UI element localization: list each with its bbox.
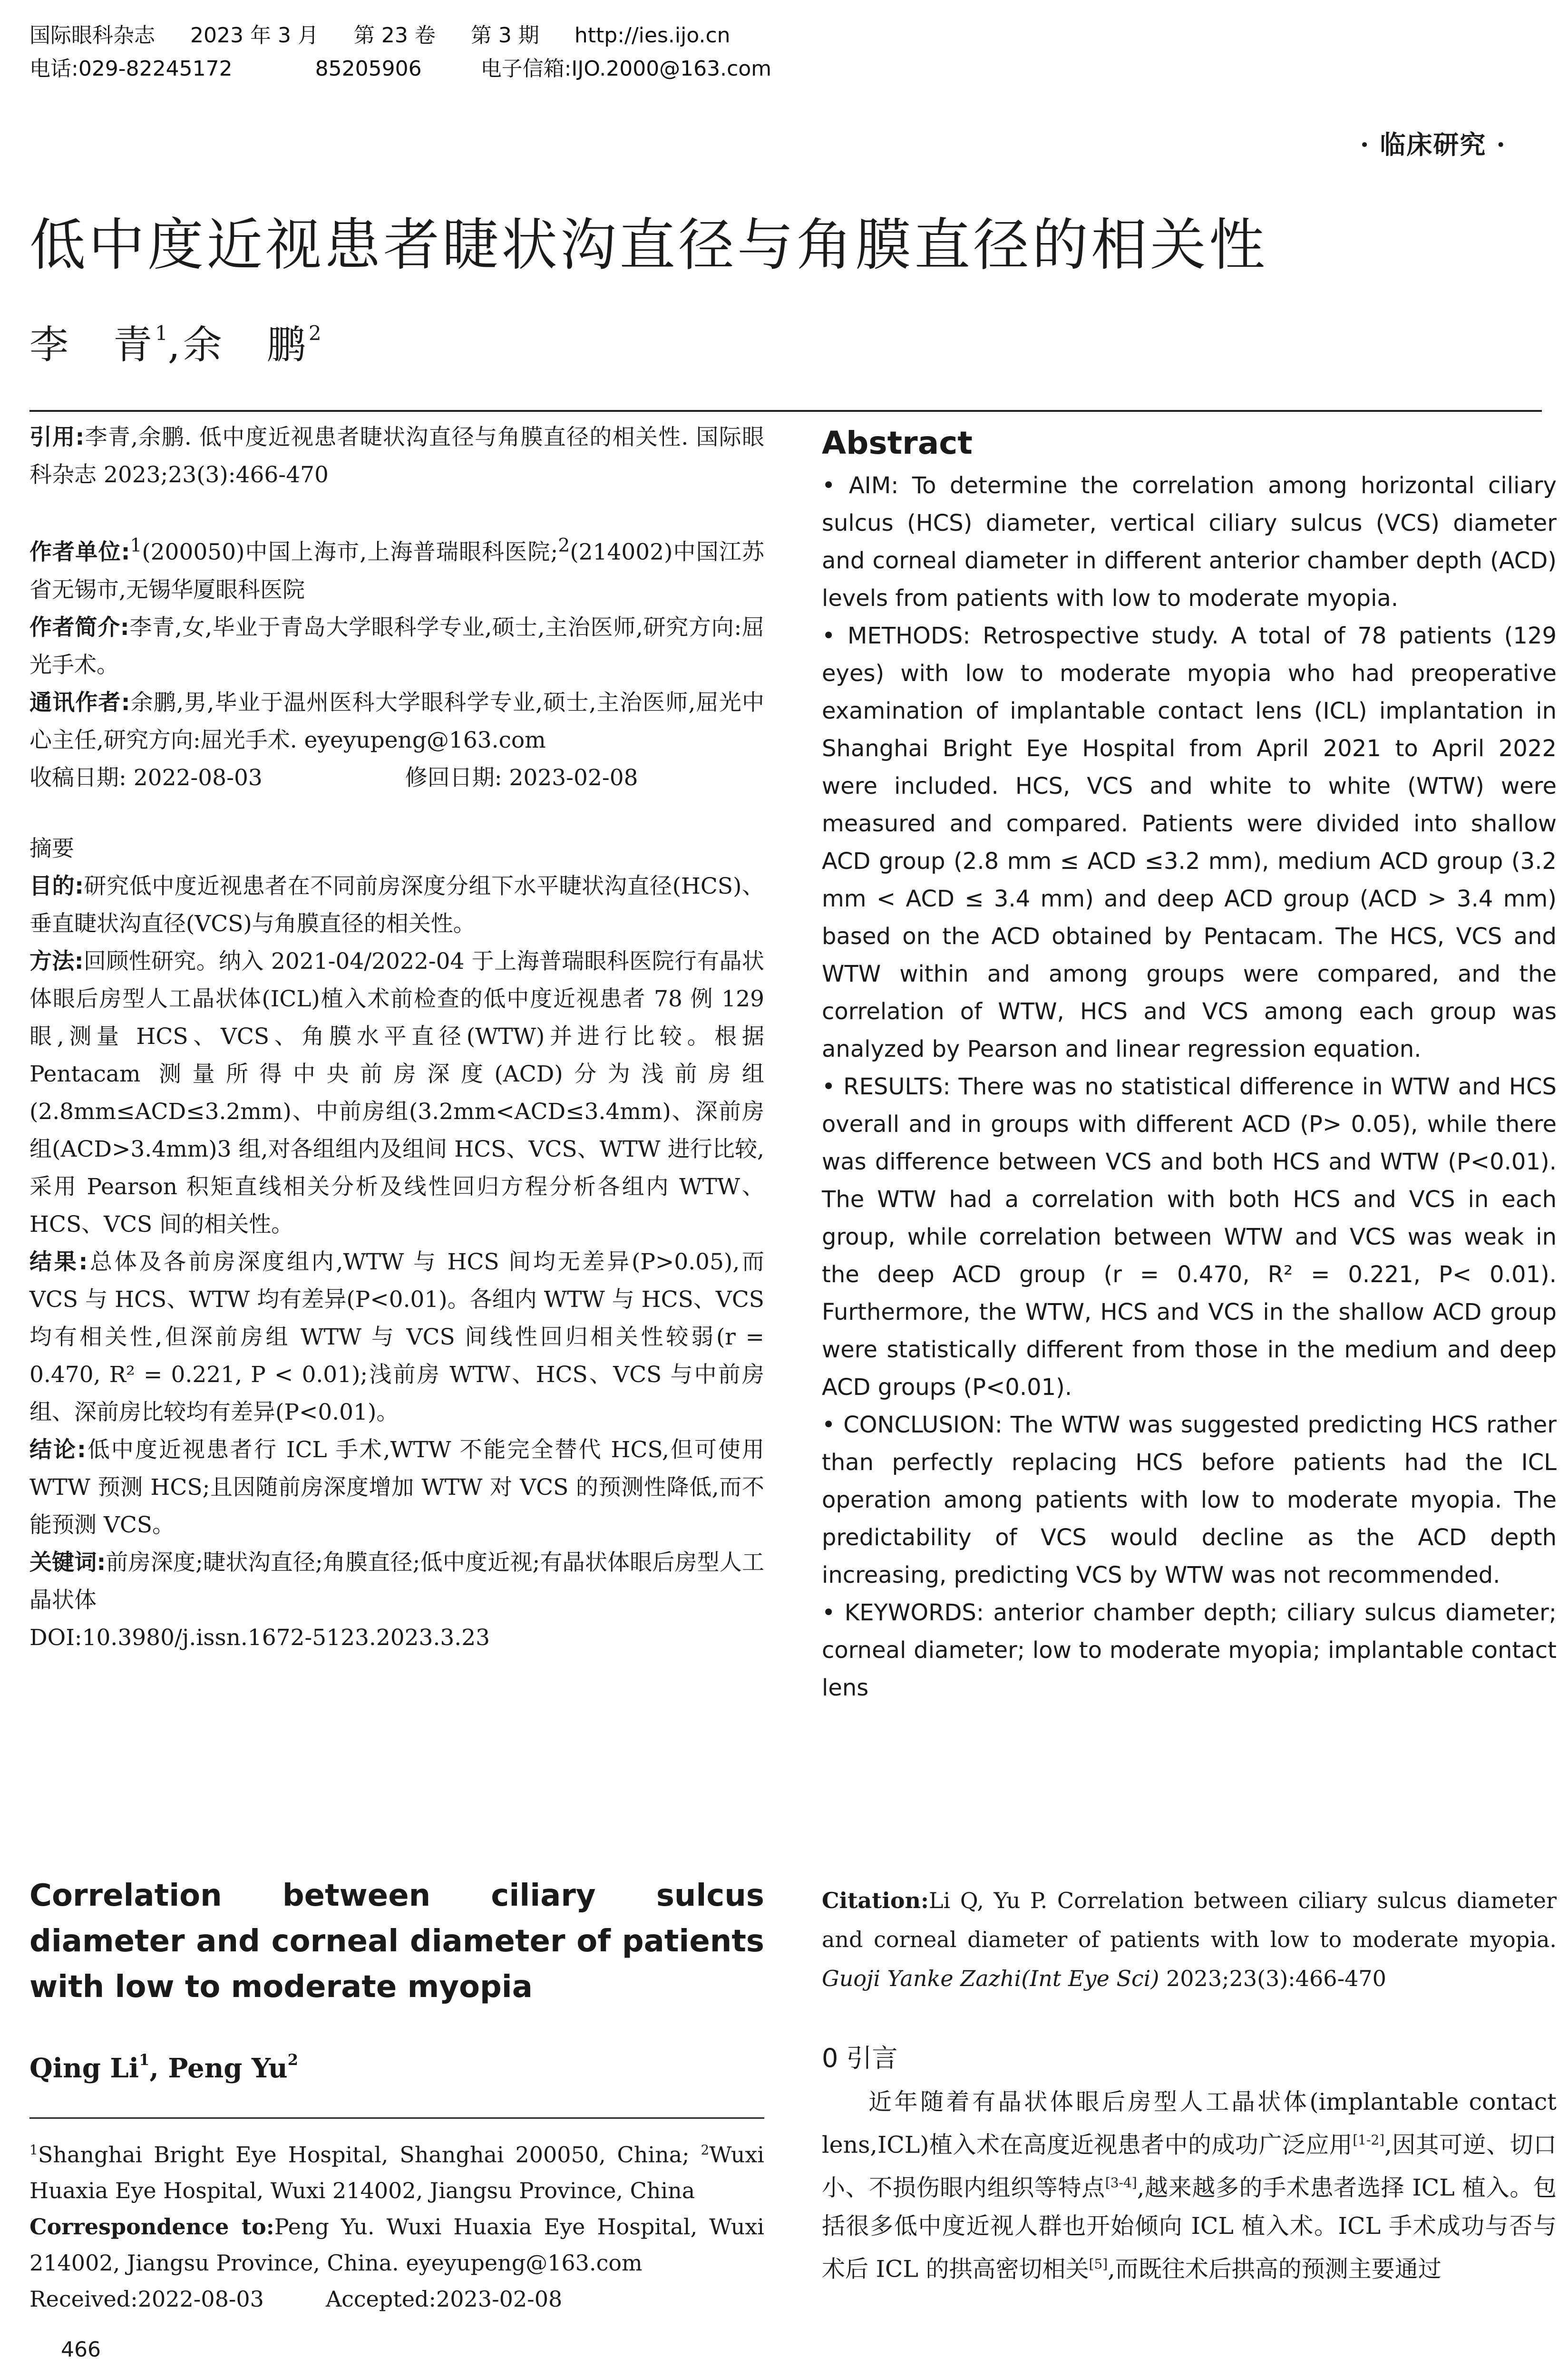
intro-text-b: ,因其可逆、切口小、不损伤眼内组织等特点 (822, 2131, 1557, 2202)
affiliation-cn-sup-1: 1 (130, 535, 142, 556)
english-authors (29, 2051, 764, 2084)
journal-header-line1 (29, 19, 1542, 52)
citation-en-label: Citation: (822, 1888, 929, 1913)
results-en: • RESULTS: There was no statistical difference in WTW and HCS overall and in groups with different ACD (P> 0.05), while there was difference between VCS and both HCS and WTW (P<0.01). The WTW had a correlation with both HCS and VCS in each group, while correlation between WTW and VCS was weak in the deep ACD group (r = 0.470, R² = 0.221, P< 0.01). Furthermore, the WTW, HCS and VCS in the shallow ACD group were statistically different from those in the medium and deep ACD groups (P<0.01). (822, 1073, 1557, 1401)
english-correspondence-text: Peng Yu. Wuxi Huaxia Eye Hospital, Wuxi 214002, Jiangsu Province, China. eyeyupeng@163.com (29, 2214, 764, 2276)
intro-ref-3[interactable]: [5] (1089, 2256, 1108, 2272)
conclusion-cn-text: 低中度近视患者行 ICL 手术,WTW 不能完全替代 HCS,但可使用 WTW 预测 HCS;且因随前房深度增加 WTW 对 VCS 的预测性降低,而不能预测 VCS。 (29, 1436, 764, 1538)
aim-en: • AIM: To determine the correlation among horizontal ciliary sulcus (HCS) diameter, vertical ciliary sulcus (VCS) diameter and corneal diameter in different anterior chamber depth (ACD) levels from patients with low to moderate myopia. (822, 472, 1557, 612)
intro-text-d: ,而既往术后拱高的预测主要通过 (1108, 2255, 1441, 2282)
aim-cn (29, 867, 764, 943)
abstract-en-heading: Abstract (822, 425, 973, 461)
issue: 第 3 期 (470, 23, 539, 48)
email[interactable]: 电子信箱:IJO.2000@163.com (480, 57, 772, 81)
english-affil-sup-2: 2 (701, 2142, 710, 2158)
header-rule (29, 410, 1542, 412)
aim-cn-text: 研究低中度近视患者在不同前房深度分组下水平睫状沟直径(HCS)、垂直睫状沟直径(VCS)与角膜直径的相关性。 (29, 873, 765, 937)
intro-body (822, 2083, 1557, 2288)
phone: 电话:029-82245172 (29, 57, 233, 81)
intro-text-c: ,越来越多的手术患者选择 ICL 植入。包括很多低中度近视人群也开始倾向 ICL 植入术。ICL 手术成功与否与术后 ICL 的拱高密切相关 (822, 2174, 1557, 2282)
journal-name: 国际眼科杂志 (29, 23, 155, 48)
citation-cn-text: 李青,余鹏. 低中度近视患者睫状沟直径与角膜直径的相关性. 国际眼科杂志 2023;23(3):466-470 (29, 424, 764, 488)
conclusion-cn (29, 1431, 764, 1544)
methods-cn (29, 943, 764, 1243)
english-correspondence-label: Correspondence to: (29, 2214, 274, 2240)
english-title-block (29, 1873, 764, 2317)
keywords-cn (29, 1544, 764, 1619)
author-bio (29, 609, 764, 684)
citation-en-rest: 2023;23(3):466-470 (1166, 1966, 1386, 1991)
results-cn-text: 总体及各前房深度组内,WTW 与 HCS 间均无差异(P>0.05),而 VCS 与 HCS、WTW 均有差异(P<0.01)。各组内 WTW 与 HCS、VCS 均有相关性,但深前房组 WTW 与 VCS 间线性回归相关性较弱(r = 0.470, R² = 0.221, P < 0.01);浅前房 WTW、HCS、VCS 与中前房组、深前房比较均有差异(P<0.01)。 (29, 1248, 764, 1425)
english-received: Received:2022-08-03 (29, 2286, 264, 2312)
author-bio-text: 李青,女,毕业于青岛大学眼科学专业,硕士,主治医师,研究方向:屈光手术。 (29, 614, 764, 678)
conclusion-en: • CONCLUSION: The WTW was suggested predicting HCS rather than perfectly replacing HCS before patients had the ICL operation among patients with low to moderate myopia. The predictability of VCS would decline as the ACD depth increasing, predicting VCS by WTW was not recommended. (822, 1412, 1557, 1588)
revised-date-cn: 修回日期: 2023-02-08 (405, 764, 638, 791)
keywords-en: • KEYWORDS: anterior chamber depth; ciliary sulcus diameter; corneal diameter; low to moderate myopia; implantable contact lens (822, 1599, 1557, 1701)
english-dates (29, 2281, 764, 2317)
volume: 第 23 卷 (353, 23, 436, 48)
author-separator: , (167, 322, 183, 368)
journal-header-line2 (29, 52, 1542, 86)
corresponding-author (29, 684, 764, 759)
received-date-cn: 收稿日期: 2022-08-03 (29, 764, 263, 791)
english-author-2-sup: 2 (287, 2051, 299, 2069)
chinese-authors (29, 314, 321, 370)
abstract-cn-heading: 摘要 (29, 835, 74, 862)
citation-en (822, 1881, 1557, 1998)
english-author-2: Peng Yu (168, 2053, 288, 2084)
doi[interactable]: DOI:10.3980/j.issn.1672-5123.2023.3.23 (29, 1624, 490, 1651)
author-bio-label: 作者简介: (29, 614, 129, 641)
english-affiliation (29, 2132, 764, 2317)
english-correspondence (29, 2209, 764, 2281)
keywords-cn-label: 关键词: (29, 1549, 106, 1576)
citation-en-journal: Guoji Yanke Zazhi(Int Eye Sci) (822, 1966, 1159, 1991)
journal-header (29, 19, 1542, 86)
journal-url[interactable]: http://ies.ijo.cn (574, 23, 730, 48)
citation-cn-label: 引用: (29, 424, 85, 450)
english-author-separator: , (149, 2053, 168, 2084)
results-cn-label: 结果: (29, 1248, 88, 1275)
citation-cn (29, 419, 764, 494)
chinese-title: 低中度近视患者睫状沟直径与角膜直径的相关性 (29, 212, 1268, 278)
author-2-sup: 2 (308, 321, 321, 345)
english-affiliation-rule (29, 2117, 764, 2119)
right-column (822, 419, 1557, 1707)
conclusion-cn-label: 结论: (29, 1436, 86, 1463)
affiliation-cn (29, 527, 764, 609)
phone-2: 85205906 (315, 57, 422, 81)
dates-cn (29, 759, 764, 797)
methods-cn-label: 方法: (29, 948, 84, 974)
english-author-1-sup: 1 (139, 2051, 150, 2069)
citation-en-text: Li Q, Yu P. Correlation between ciliary sulcus diameter and corneal diameter of patients with low to moderate myopia. (822, 1888, 1557, 1952)
english-title: Correlation between ciliary sulcus diameter and corneal diameter of patients with low to moderate myopia (29, 1878, 764, 2005)
intro-text-a: 近年随着有晶状体眼后房型人工晶状体(implantable contact lens,ICL)植入术在高度近视患者中的成功广泛应用 (822, 2088, 1557, 2159)
section-label: · 临床研究 · (1360, 129, 1506, 160)
keywords-cn-text: 前房深度;睫状沟直径;角膜直径;低中度近视;有晶状体眼后房型人工晶状体 (29, 1549, 765, 1613)
corresponding-author-label: 通讯作者: (29, 689, 130, 716)
english-affiliation-text (29, 2132, 764, 2209)
english-author-1: Qing Li (29, 2053, 139, 2084)
english-accepted: Accepted:2023-02-08 (325, 2286, 563, 2312)
affiliation-cn-sup-2: 2 (558, 535, 570, 556)
english-affil-1: Shanghai Bright Eye Hospital, Shanghai 200050, China; (38, 2142, 701, 2168)
methods-cn-text: 回顾性研究。纳入 2021-04/2022-04 于上海普瑞眼科医院行有晶状体眼后房型人工晶状体(ICL)植入术前检查的低中度近视患者 78 例 129 眼,测量 HCS、VCS、角膜水平直径(WTW)并进行比较。根据 Pentacam 测量所得中央前房深度(ACD)分为浅前房组(2.8mm≤ACD≤3.2mm)、中前房组(3.2mm<ACD≤3.4mm)、深前房组(ACD>3.4mm)3 组,对各组组内及组间 HCS、VCS、WTW 进行比较,采用 Pearson 积矩直线相关分析及线性回归方程分析各组内 WTW、HCS、VCS 间的相关性。 (29, 948, 765, 1237)
page-number: 466 (61, 2338, 101, 2362)
results-cn (29, 1243, 764, 1431)
intro-heading: 0 引言 (822, 2043, 898, 2073)
english-affil-sup-1: 1 (29, 2142, 38, 2158)
affiliation-cn-text-2: (214002)中国江苏省无锡市,无锡华厦眼科医院 (29, 539, 764, 603)
intro-ref-2[interactable]: [3-4] (1105, 2175, 1137, 2191)
affiliation-cn-label: 作者单位: (29, 539, 130, 565)
aim-cn-label: 目的: (29, 873, 84, 899)
affiliation-cn-text-1: (200050)中国上海市,上海普瑞眼科医院; (142, 539, 558, 565)
author-1: 李 青 (29, 322, 156, 368)
author-1-sup: 1 (155, 321, 168, 345)
author-2: 余 鹏 (183, 322, 309, 368)
english-affil-2: Wuxi Huaxia Eye Hospital, Wuxi 214002, Jiangsu Province, China (29, 2142, 764, 2204)
methods-en: • METHODS: Retrospective study. A total of 78 patients (129 eyes) with low to moderate myopia who had preoperative examination of implantable contact lens (ICL) implantation in Shanghai Bright Eye Hospital from April 2021 to April 2022 were included. HCS, VCS and white to white (WTW) were measured and compared. Patients were divided into shallow ACD group (2.8 mm ≤ ACD ≤3.2 mm), medium ACD group (3.2 mm < ACD ≤ 3.4 mm) and deep ACD group (ACD > 3.4 mm) based on the ACD obtained by Pentacam. The HCS, VCS and WTW within and among groups were compared, and the correlation of WTW, HCS and VCS among each group was analyzed by Pearson and linear regression equation. (822, 623, 1557, 1062)
issue-date: 2023 年 3 月 (190, 23, 319, 48)
corresponding-author-text: 余鹏,男,毕业于温州医科大学眼科学专业,硕士,主治医师,屈光中心主任,研究方向:屈光手术. eyeyupeng@163.com (29, 689, 765, 753)
left-column (29, 419, 764, 1656)
intro-ref-1[interactable]: [1-2] (1353, 2132, 1385, 2148)
